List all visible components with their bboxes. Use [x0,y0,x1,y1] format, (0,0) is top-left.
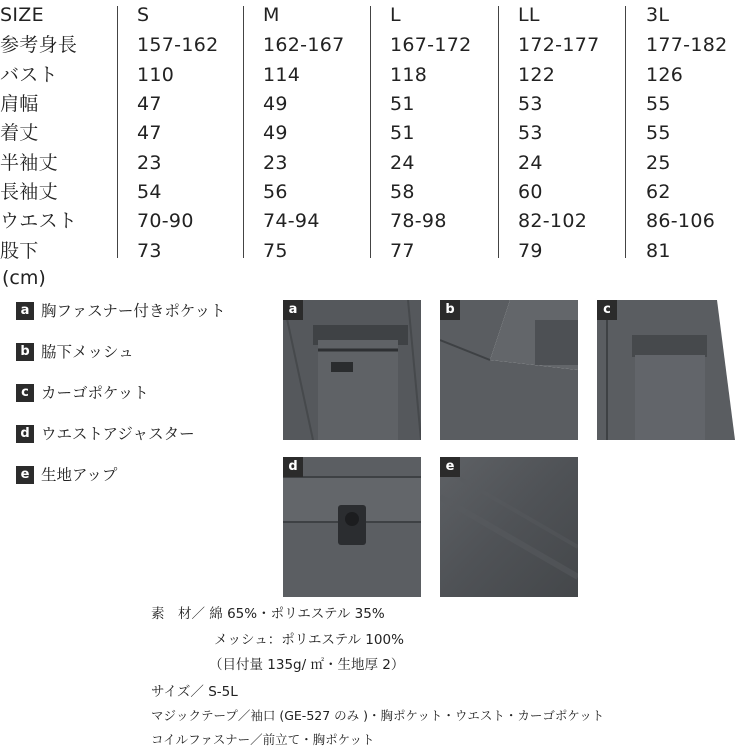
photo-tag: d [283,457,303,477]
table-cell: 73 [137,240,162,262]
coil-zipper-line: コイルファスナー／前立て・胸ポケット [151,732,375,747]
table-row [0,30,750,60]
row-label: 参考身長 [0,34,78,56]
photo-chest-pocket [283,300,421,440]
material-line: 素 材／ 綿 65%・ポリエステル 35% [151,606,385,622]
material-weight-line: （目付量 135g/ ㎡・生地厚 2） [209,657,405,673]
table-cell: 86-106 [646,210,716,232]
header-cell: SIZE [0,4,44,26]
material-mesh-line: メッシュ：ポリエステル 100% [214,632,404,648]
table-cell: 62 [646,181,671,203]
row-label: バスト [0,64,58,86]
table-cell: 74-94 [263,210,320,232]
unit-label: (cm) [2,267,46,289]
table-cell: 51 [390,93,415,115]
photo-underarm-mesh [440,300,578,440]
table-row [0,236,750,266]
photo-tag: c [597,300,617,320]
table-row [0,118,750,148]
photo-tag: a [283,300,303,320]
table-cell: 118 [390,64,428,86]
table-cell: 23 [263,152,288,174]
header-cell: LL [518,4,540,26]
header-cell: L [390,4,401,26]
photo-tag: e [440,457,460,477]
table-cell: 75 [263,240,288,262]
table-cell: 78-98 [390,210,447,232]
table-cell: 25 [646,152,671,174]
header-cell: 3L [646,4,670,26]
table-row [0,206,750,236]
feature-badge: d [16,425,34,443]
row-label: 股下 [0,240,39,262]
table-cell: 54 [137,181,162,203]
photo-tag: b [440,300,460,320]
table-cell: 122 [518,64,556,86]
table-cell: 55 [646,122,671,144]
feature-label: 胸ファスナー付きポケット [41,302,226,320]
row-label: 長袖丈 [0,181,58,203]
table-cell: 126 [646,64,684,86]
velcro-line: マジックテープ／袖口 (GE-527 のみ )・胸ポケット・ウエスト・カーゴポケット [151,708,605,723]
row-label: 肩幅 [0,93,39,115]
feature-badge: c [16,384,34,402]
table-cell: 56 [263,181,288,203]
table-cell: 23 [137,152,162,174]
table-cell: 53 [518,93,543,115]
table-cell: 53 [518,122,543,144]
feature-badge: b [16,343,34,361]
photo-fabric-closeup [440,457,578,597]
table-cell: 49 [263,93,288,115]
table-row [0,148,750,178]
table-row [0,89,750,119]
table-cell: 58 [390,181,415,203]
table-cell: 79 [518,240,543,262]
table-cell: 47 [137,93,162,115]
table-cell: 60 [518,181,543,203]
table-cell: 55 [646,93,671,115]
table-cell: 24 [390,152,415,174]
table-cell: 114 [263,64,301,86]
table-cell: 70-90 [137,210,194,232]
table-row [0,177,750,207]
table-cell: 77 [390,240,415,262]
header-cell: S [137,4,150,26]
table-row [0,60,750,90]
table-cell: 177-182 [646,34,728,56]
table-cell: 81 [646,240,671,262]
table-cell: 110 [137,64,175,86]
header-cell: M [263,4,280,26]
feature-label: 脇下メッシュ [41,343,134,361]
photo-cargo-pocket [597,300,735,440]
table-cell: 82-102 [518,210,588,232]
row-label: 半袖丈 [0,152,58,174]
row-label: ウエスト [0,210,78,232]
size-range-line: サイズ／ S-5L [151,684,238,700]
photo-waist-adjuster [283,457,421,597]
table-cell: 24 [518,152,543,174]
table-cell: 51 [390,122,415,144]
size-table-header [0,0,750,30]
table-cell: 162-167 [263,34,345,56]
table-cell: 49 [263,122,288,144]
row-label: 着丈 [0,122,39,144]
feature-label: 生地アップ [41,466,118,484]
table-cell: 167-172 [390,34,472,56]
feature-label: カーゴポケット [41,384,149,402]
feature-badge: a [16,302,34,320]
table-cell: 47 [137,122,162,144]
table-cell: 157-162 [137,34,219,56]
table-cell: 172-177 [518,34,600,56]
feature-label: ウエストアジャスター [41,425,195,443]
feature-badge: e [16,466,34,484]
